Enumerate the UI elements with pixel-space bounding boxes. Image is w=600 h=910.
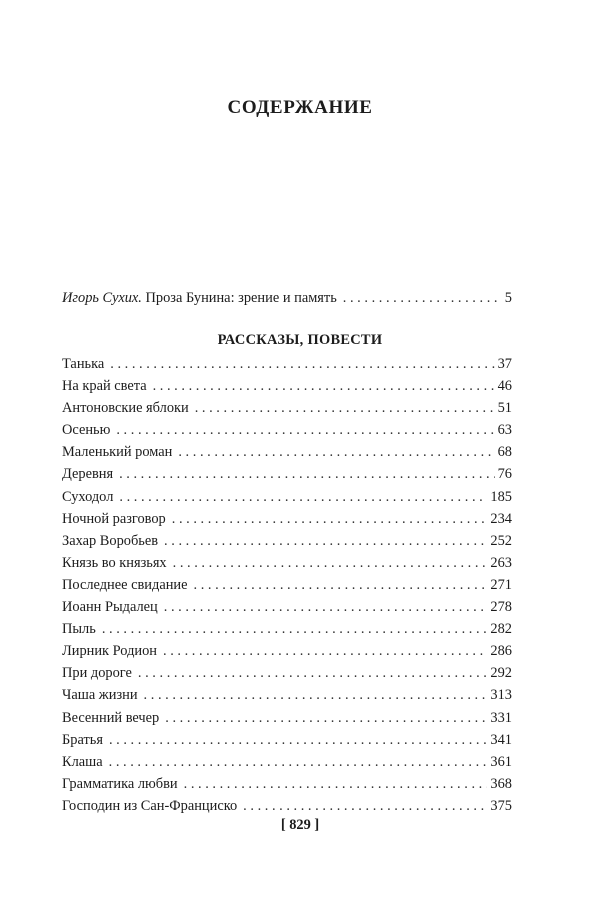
toc-entry-page: 282 [490,621,512,638]
dot-leader [172,511,488,528]
toc-entry-title: Пыль [62,621,96,638]
dot-leader [116,422,494,439]
toc-entry [62,555,512,577]
toc-entry-page: 292 [490,665,512,682]
toc-entry [62,710,512,732]
page-number: [ 829 ] [280,817,320,833]
dot-leader [164,599,488,616]
toc-entry-title: Последнее свидание [62,576,188,593]
toc-entry-page: 263 [490,554,512,571]
dot-leader [109,732,487,749]
toc-entry-page: 234 [490,510,512,527]
toc-entry [62,378,512,400]
toc-entry-title [62,290,337,307]
toc-entry-title-text: Проза Бунина: зрение и память [141,290,337,306]
toc-entry-title: Антоновские яблоки [62,400,189,417]
toc-entry-title: Танька [62,356,105,372]
toc-entry-page: 185 [490,488,512,505]
toc-entry [62,665,512,687]
intro-section [62,290,512,312]
dot-leader [165,710,487,727]
toc-entry-page: 341 [490,731,512,748]
toc-entry-page: 51 [497,400,512,417]
toc-entry-page: 46 [497,378,512,395]
toc-entry [62,400,512,422]
toc-entry-page: 252 [490,532,512,549]
dot-leader [110,356,494,373]
toc-entry-title: Суходол [62,488,114,505]
toc-entry-page: 37 [497,356,512,372]
toc-entry-title: Деревня [62,466,114,483]
dot-leader [195,400,495,417]
toc-entry-intro [62,290,512,312]
dot-leader [102,621,488,638]
toc-entry-title: Захар Воробьев [62,532,159,549]
dot-leader [138,665,488,682]
dot-leader [343,290,502,307]
toc-entry [62,621,512,643]
toc-entry [62,422,512,444]
toc-entry [62,489,512,511]
toc-entry-page: 271 [490,576,512,593]
toc-entry-page: 76 [497,466,512,483]
toc-list [62,356,512,820]
toc-entry-title: Братья [62,731,103,748]
toc-entry [62,643,512,665]
dot-leader [109,754,488,771]
toc-entry-title: Осенью [62,422,111,439]
toc-entry [62,444,512,466]
dot-leader [184,776,488,793]
toc-entry-page: 286 [490,643,512,660]
dot-leader [119,466,495,483]
toc-entry-title: Чаша жизни [62,687,138,704]
toc-entry-title: Иоанн Рыдалец [62,599,158,616]
toc-entry-title: Грамматика любви [62,775,178,792]
toc-entry-page: 331 [490,709,512,726]
toc-entry-page: 63 [497,422,512,439]
toc-entry-page: 5 [504,290,512,306]
dot-leader [243,798,487,815]
toc-entry [62,732,512,754]
toc-entry-title: На край света [62,378,147,395]
toc-entry-page: 368 [490,775,512,792]
toc-entry-title: Весенний вечер [62,709,160,726]
toc-entry-page: 68 [497,444,512,461]
toc-entry [62,466,512,488]
toc-entry [62,687,512,709]
dot-leader [119,489,487,506]
toc-entry [62,599,512,621]
toc-entry [62,776,512,798]
toc-entry [62,577,512,599]
toc-entry-page: 313 [490,687,512,704]
dot-leader [164,533,487,550]
toc-entry [62,356,512,378]
dot-leader [153,378,495,395]
toc-entry-title: Лирник Родион [62,643,157,660]
toc-entry-page: 278 [490,599,512,616]
dot-leader [173,555,488,572]
dot-leader [194,577,488,594]
section-heading: РАССКАЗЫ, ПОВЕСТИ [217,332,383,348]
toc-entry [62,511,512,533]
toc-entry-page: 361 [490,753,512,770]
toc-entry-title: Клаша [62,753,103,770]
toc-entry-title: Ночной разговор [62,510,166,527]
dot-leader [163,643,487,660]
page-title: СОДЕРЖАНИЕ [227,97,373,118]
toc-entry-title: Князь во князьях [62,554,167,571]
toc-entry-title: Господин из Сан-Франциско [62,797,238,814]
toc-entry-page: 375 [490,797,512,814]
toc-entry-title: При дороге [62,665,132,682]
toc-entry [62,754,512,776]
toc-entry [62,533,512,555]
toc-entry-title: Маленький роман [62,444,173,461]
dot-leader [178,444,494,461]
dot-leader [144,687,488,704]
toc-entry-author: Игорь Сухих. [62,290,142,306]
